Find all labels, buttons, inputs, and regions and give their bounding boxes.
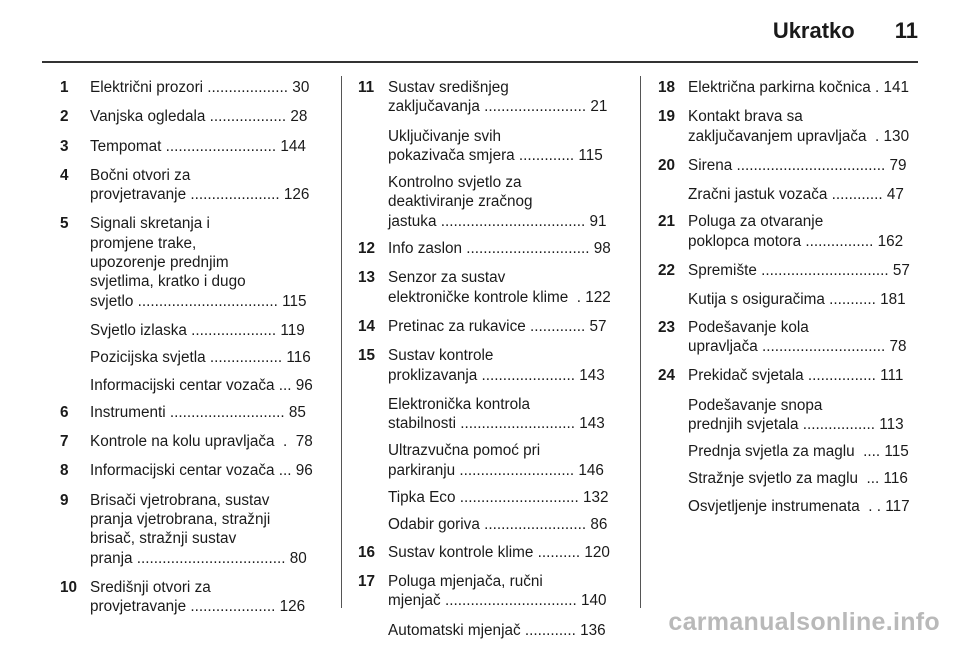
entry-text: Kontrole na kolu upravljača . 78 <box>90 433 313 451</box>
index-entry <box>658 290 924 309</box>
entry-text: Bočni otvori za provjetravanje ..................... 126 <box>90 166 310 204</box>
entry-text: Odabir goriva ........................ 86 <box>388 516 608 534</box>
entry-text: Središnji otvori za provjetravanje .................... 126 <box>90 578 306 616</box>
entry-text: Kontrolno svjetlo za deaktiviranje zračnog jastuka .................................. 91 <box>388 174 607 230</box>
entry-number: 1 <box>60 79 69 96</box>
index-entry <box>358 395 624 434</box>
entry-number: 11 <box>358 79 375 96</box>
entry-number <box>658 442 688 461</box>
entry-text: Električna parkirna kočnica . 141 <box>688 79 910 96</box>
entry-number: 15 <box>358 347 376 365</box>
entry-text: Sirena ................................... 79 <box>688 156 907 174</box>
entry-number <box>358 395 388 434</box>
entry-number <box>358 488 388 507</box>
entry-number: 19 <box>658 108 676 126</box>
entry-number <box>358 515 388 534</box>
index-entry <box>658 212 924 251</box>
column-divider <box>341 76 342 608</box>
entry-text: Podešavanje kola upravljača ............................. 78 <box>688 318 907 355</box>
entry-number: 21 <box>658 213 676 231</box>
entry-number <box>658 497 688 516</box>
entry-number: 24 <box>658 367 676 385</box>
page-header <box>773 18 918 44</box>
index-entry <box>658 396 924 435</box>
entry-number: 10 <box>60 578 78 596</box>
index-entry <box>658 469 924 488</box>
entry-text: Podešavanje snopa prednjih svjetala ................. 113 <box>688 396 904 433</box>
entry-number: 7 <box>60 433 69 451</box>
index-entry <box>60 137 326 156</box>
entry-number: 2 <box>60 108 69 126</box>
header-rule <box>42 61 918 63</box>
index-entry <box>358 127 624 166</box>
index-entry <box>358 488 624 507</box>
entry-text: Spremište .............................. 57 <box>688 262 910 280</box>
index-entry <box>60 403 326 422</box>
entry-text: Tipka Eco ............................ 132 <box>388 489 609 507</box>
entry-number: 4 <box>60 166 69 184</box>
entry-text: Informacijski centar vozača ... 96 <box>90 376 313 394</box>
watermark: carmanualsonline.info <box>668 608 940 636</box>
entry-text: Signali skretanja i promjene trake, upozorenje prednjim svjetlima, kratko i dugo svjetlo ................................. 115 <box>90 215 307 310</box>
entry-number <box>358 173 388 231</box>
index-entry <box>358 78 624 117</box>
page-number: 11 <box>894 18 918 43</box>
index-entry <box>358 621 624 640</box>
index-entry <box>60 166 326 205</box>
index-entry <box>60 107 326 126</box>
index-entry <box>658 185 924 204</box>
entry-text: Kontakt brava sa zaključavanjem upravljača . 130 <box>688 108 910 145</box>
entry-text: Poluga mjenjača, ručni mjenjač ............................... 140 <box>388 572 607 610</box>
entry-number <box>358 127 388 166</box>
entry-number: 9 <box>60 491 69 509</box>
index-entry <box>358 441 624 480</box>
index-entry <box>358 173 624 231</box>
index-entry <box>60 214 326 310</box>
index-entry <box>658 442 924 461</box>
index-entry <box>358 346 624 385</box>
entry-text: Prekidač svjetala ................ 111 <box>688 367 904 385</box>
index-entry <box>358 543 624 562</box>
index-entry <box>658 261 924 280</box>
entry-text: Senzor za sustav elektroničke kontrole klime . 122 <box>388 269 611 306</box>
entry-number: 6 <box>60 403 69 421</box>
entry-number: 14 <box>358 317 376 335</box>
index-entry <box>60 348 326 367</box>
index-entry <box>358 515 624 534</box>
entry-number: 12 <box>358 240 376 258</box>
index-entry <box>60 578 326 617</box>
index-entry <box>658 78 924 97</box>
index-entry <box>358 317 624 336</box>
index-entry <box>658 366 924 385</box>
page-title: Ukratko <box>772 18 855 43</box>
entry-number <box>60 321 90 340</box>
index-entry <box>358 572 624 611</box>
entry-text: Električni prozori ................... 30 <box>90 79 310 96</box>
entry-text: Brisači vjetrobrana, sustav pranja vjetrobrana, stražnji brisač, stražnji sustav pranja ................................... 80 <box>90 491 307 567</box>
entry-number: 20 <box>658 156 676 174</box>
index-entry <box>60 321 326 340</box>
index-column-2 <box>358 78 624 648</box>
entry-number: 8 <box>60 462 69 480</box>
index-entry <box>358 239 624 258</box>
entry-number <box>658 290 688 309</box>
index-entry <box>658 156 924 175</box>
entry-text: Pozicijska svjetla ................. 116 <box>90 349 311 367</box>
entry-number <box>60 376 90 395</box>
entry-text: Kutija s osiguračima ........... 181 <box>688 291 906 309</box>
index-entry <box>60 491 326 568</box>
index-entry <box>60 78 326 97</box>
index-entry <box>358 268 624 307</box>
index-column-3 <box>658 78 924 524</box>
entry-number <box>658 185 688 204</box>
entry-text: Prednja svjetla za maglu .... 115 <box>688 443 909 461</box>
entry-number <box>60 348 90 367</box>
column-divider <box>640 76 641 608</box>
index-entry <box>658 318 924 357</box>
entry-text: Ultrazvučna pomoć pri parkiranju ........................... 146 <box>388 442 604 479</box>
entry-text: Sustav kontrole proklizavanja ...................... 143 <box>388 347 605 384</box>
entry-number: 23 <box>658 318 676 336</box>
entry-text: Svjetlo izlaska .................... 119 <box>90 321 305 339</box>
index-entry <box>658 107 924 146</box>
index-column-1 <box>60 78 326 627</box>
entry-number: 13 <box>358 269 376 287</box>
index-entry <box>60 432 326 451</box>
entry-number <box>358 621 388 640</box>
entry-text: Pretinac za rukavice ............. 57 <box>388 317 607 335</box>
entry-text: Uključivanje svih pokazivača smjera ............. 115 <box>388 127 603 164</box>
index-entry <box>60 376 326 395</box>
entry-number: 16 <box>358 543 376 561</box>
entry-number <box>358 441 388 480</box>
entry-text: Stražnje svjetlo za maglu ... 116 <box>688 470 908 488</box>
entry-number: 22 <box>658 262 676 280</box>
entry-number <box>658 469 688 488</box>
entry-text: Automatski mjenjač ............ 136 <box>388 621 606 639</box>
entry-text: Instrumenti ........................... 85 <box>90 403 306 421</box>
entry-number: 5 <box>60 215 69 233</box>
entry-text: Poluga za otvaranje poklopca motora ................ 162 <box>688 213 904 250</box>
entry-number: 18 <box>658 79 676 96</box>
entry-text: Tempomat .......................... 144 <box>90 137 306 155</box>
entry-text: Informacijski centar vozača ... 96 <box>90 462 313 480</box>
entry-number <box>658 396 688 435</box>
entry-text: Sustav središnjeg zaključavanja ........................ 21 <box>388 79 608 116</box>
entry-number: 17 <box>358 572 376 590</box>
entry-text: Info zaslon ............................. 98 <box>388 240 611 258</box>
entry-number: 3 <box>60 137 69 155</box>
entry-text: Vanjska ogledala .................. 28 <box>90 108 308 126</box>
entry-text: Zračni jastuk vozača ............ 47 <box>688 186 904 204</box>
index-entry <box>658 497 924 516</box>
entry-text: Elektronička kontrola stabilnosti ........................... 143 <box>388 395 605 433</box>
entry-text: Sustav kontrole klime .......... 120 <box>388 543 610 561</box>
index-entry <box>60 461 326 480</box>
entry-text: Osvjetljenje instrumenata . . 117 <box>688 497 910 515</box>
